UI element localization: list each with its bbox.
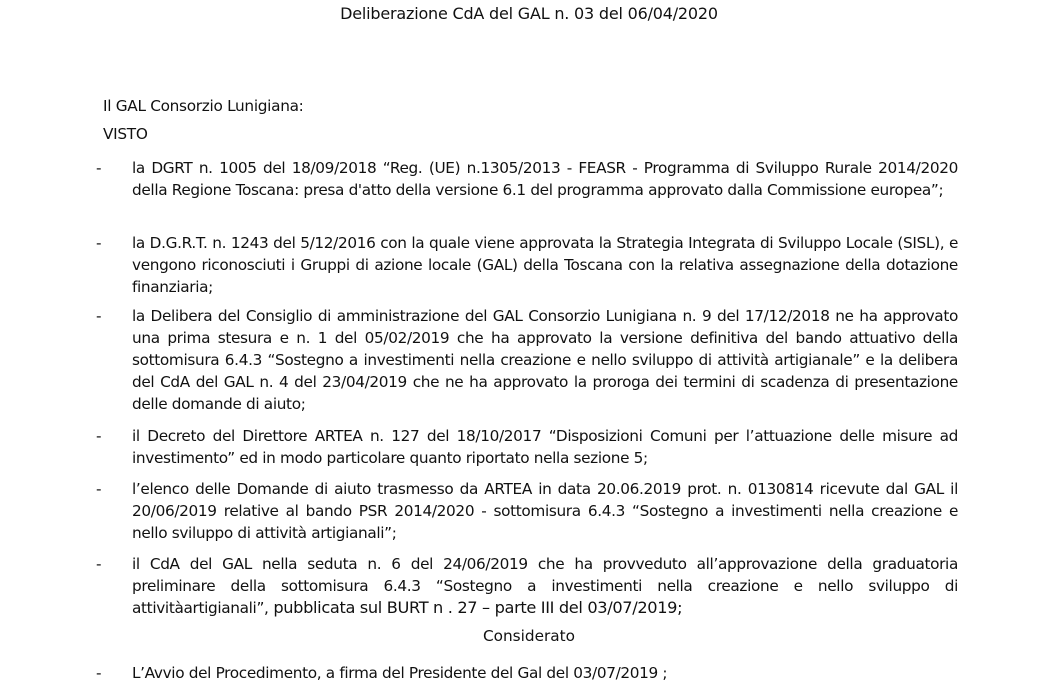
list-item-text-main: il CdA del GAL nella seduta n. 6 del 24/06/2019 che ha provveduto all’approvazione della graduatoria preliminare della sottomisura 6.4.3 “Sostegno a investimenti nella creazione e nello sviluppo di attivitàartigianali”,: [132, 555, 958, 617]
list-item: [96, 305, 958, 415]
list-item-text-tail: pubblicata sul BURT n . 27 – parte III del 03/07/2019;: [268, 598, 683, 617]
visto-heading: VISTO: [103, 125, 148, 143]
list-item-text: la Delibera del Consiglio di amministrazione del GAL Consorzio Lunigiana n. 9 del 17/12/2018 ne ha approvato una prima stesura e n. 1 del 05/02/2019 che ha approvato la versione definitiva del bando attuativo della sottomisura 6.4.3 “Sostegno a investimenti nella creazione e nello sviluppo di attività artigianale” e la delibera del CdA del GAL n. 4 del 23/04/2019 che ne ha approvato la proroga dei termini di scadenza di presentazione delle domande di aiuto;: [132, 307, 958, 413]
list-item: [96, 232, 958, 298]
list-item-text: la D.G.R.T. n. 1243 del 5/12/2016 con la quale viene approvata la Strategia Integrata di Sviluppo Locale (SISL), e vengono riconosciuti i Gruppi di azione locale (GAL) della Toscana con la relativa assegnazione della dotazione finanziaria;: [132, 234, 958, 296]
list-item: [96, 478, 958, 544]
list-item: [96, 662, 958, 684]
bullet-dash: -: [96, 664, 102, 682]
list-item: [96, 425, 958, 469]
list-item-text: il Decreto del Direttore ARTEA n. 127 del 18/10/2017 “Disposizioni Comuni per l’attuazione delle misure ad investimento” ed in modo particolare quanto riportato nella sezione 5;: [132, 427, 958, 467]
list-item-text: la DGRT n. 1005 del 18/09/2018 “Reg. (UE) n.1305/2013 - FEASR - Programma di Sviluppo Rurale 2014/2020 della Regione Toscana: presa d'atto della versione 6.1 del programma approvato dalla Commissione europea”;: [132, 159, 958, 199]
bullet-dash: -: [96, 480, 102, 498]
list-item-text: L’Avvio del Procedimento, a firma del Presidente del Gal del 03/07/2019 ;: [132, 664, 668, 682]
bullet-dash: -: [96, 307, 102, 325]
bullet-dash: -: [96, 427, 102, 445]
list-item: [96, 553, 958, 619]
intro-subject: Il GAL Consorzio Lunigiana:: [103, 97, 304, 115]
bullet-dash: -: [96, 159, 102, 177]
list-item-text: l’elenco delle Domande di aiuto trasmesso da ARTEA in data 20.06.2019 prot. n. 0130814 ricevute dal GAL il 20/06/2019 relative al bando PSR 2014/2020 - sottomisura 6.4.3 “Sostegno a investimenti nella creazione e nello sviluppo di attività artigianali”;: [132, 480, 958, 542]
list-item-text: [132, 553, 958, 619]
bullet-dash: -: [96, 555, 102, 573]
considerato-heading: Considerato: [482, 627, 576, 645]
bullet-dash: -: [96, 234, 102, 252]
document-header: Deliberazione CdA del GAL n. 03 del 06/04/2020: [340, 4, 718, 23]
list-item: [96, 157, 958, 201]
